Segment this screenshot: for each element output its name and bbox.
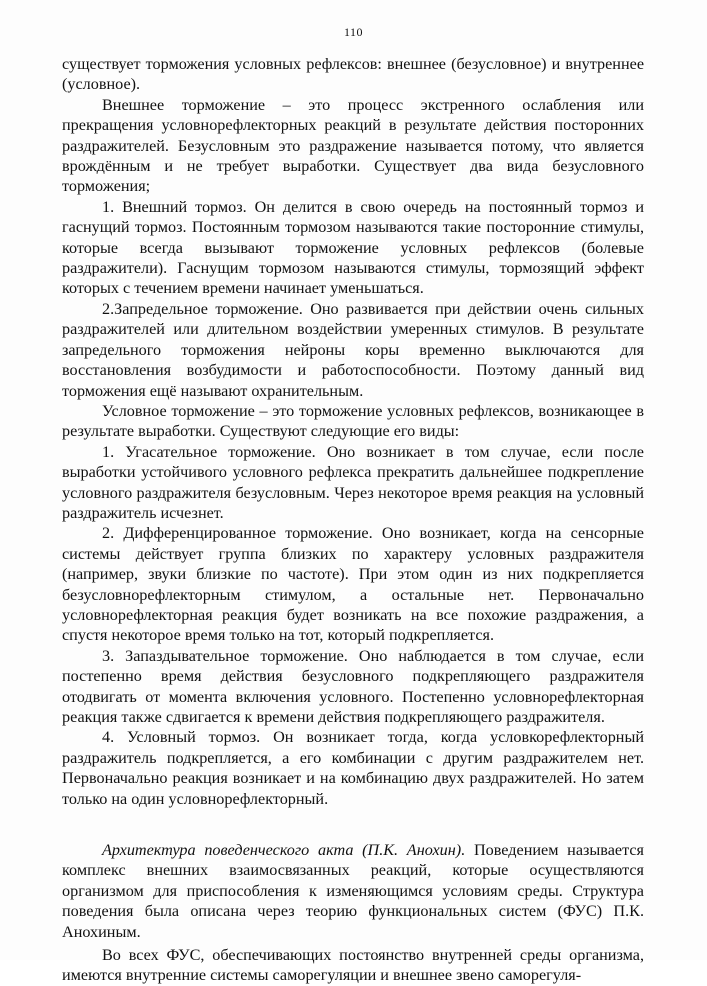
paragraph-differential-inhibition: 2. Дифференцированное торможение. Оно возникает, когда на сенсорные системы действует группа близких по характеру условных раздражителя (например, звуки близкие по частоте). При этом один из них подкрепляется безусловнорефлекторным стимулом, а остальные нет. Первоначально условнорефлекторная реакция будет возникать на все похожие раздражения, а спустя некоторое время только на тот, который подкрепляется. (62, 524, 644, 645)
paragraph-continuation: существует торможения условных рефлексов: внешнее (безусловное) и внутреннее (условное). (62, 55, 644, 94)
section-text: Поведением называется комплекс внешних взаимосвязанных реакций, которые осуществляются организмом для приспособления к изменяющимся условиям среды. Структура поведения была описана через теорию функциональных систем (ФУС) П.К. Анохиным. (62, 841, 644, 941)
paragraph-fus: Во всех ФУС, обеспечивающих постоянство внутренней среды организма, имеются внутренние системы саморегуляции и внешнее звено саморегуля- (62, 946, 644, 985)
paragraph-extinctive-inhibition: 1. Угасательное торможение. Оно возникает в том случае, если после выработки устойчивого условного рефлекса прекратить дальнейшее подкрепление условного раздражителя безусловным. Через некоторое время реакция на условный раздражитель исчезнет. (62, 442, 644, 522)
page-number: 110 (343, 25, 364, 39)
paragraph-transmarginal-inhibition: 2.Запредельное торможение. Оно развивается при действии очень сильных раздражителей или длительном воздействии умеренных стимулов. В результате запредельного торможения нейроны коры временно выключаются для восстановления возбудимости и работоспособности. Поэтому данный вид торможения ещё называют охранительным. (62, 299, 644, 400)
paragraph-behavior-architecture (62, 840, 644, 942)
paragraph-external-inhibition: Внешнее торможение – это процесс экстренного ослабления или прекращения условнорефлекторных реакций в результате действия посторонних раздражителей. Безусловным это раздражение называется потому, что является врождённым и не требует выработки. Существует два вида безусловного торможения; (62, 95, 644, 196)
body-text (62, 54, 644, 986)
paragraph-delayed-inhibition: 3. Запаздывательное торможение. Оно наблюдается в том случае, если постепенно время действия безусловного подкрепляющего раздражителя отодвигать от момента включения условного. Постепенно условнорефлекторная реакция также сдвигается к времени действия подкрепляющего раздражителя. (62, 646, 644, 726)
paragraph-conditioned-inhibition: Условное торможение – это торможение условных рефлексов, возникающее в результате выработки. Существуют следующие его виды: (62, 401, 644, 441)
paragraph-conditioned-brake: 4. Условный тормоз. Он возникает тогда, когда условкорефлекторный раздражитель подкрепляется, а его комбинации с другим раздражителем нет. Первоначально реакция возникает и на комбинацию двух раздражителей. Но затем только на один условнорефлекторный. (62, 728, 644, 808)
paragraph-external-brake: 1. Внешний тормоз. Он делится в свою очередь на постоянный тормоз и гаснущий тормоз. Постоянным тормозом называются такие посторонние стимулы, которые всегда вызывают торможение условных рефлексов (болевые раздражители). Гаснущим тормозом называются стимулы, тормозящий эффект которых с течением времени начинает уменьшаться. (62, 197, 644, 298)
section-title: Архитектура поведенческого акта (П.К. Анохин). (102, 841, 466, 860)
